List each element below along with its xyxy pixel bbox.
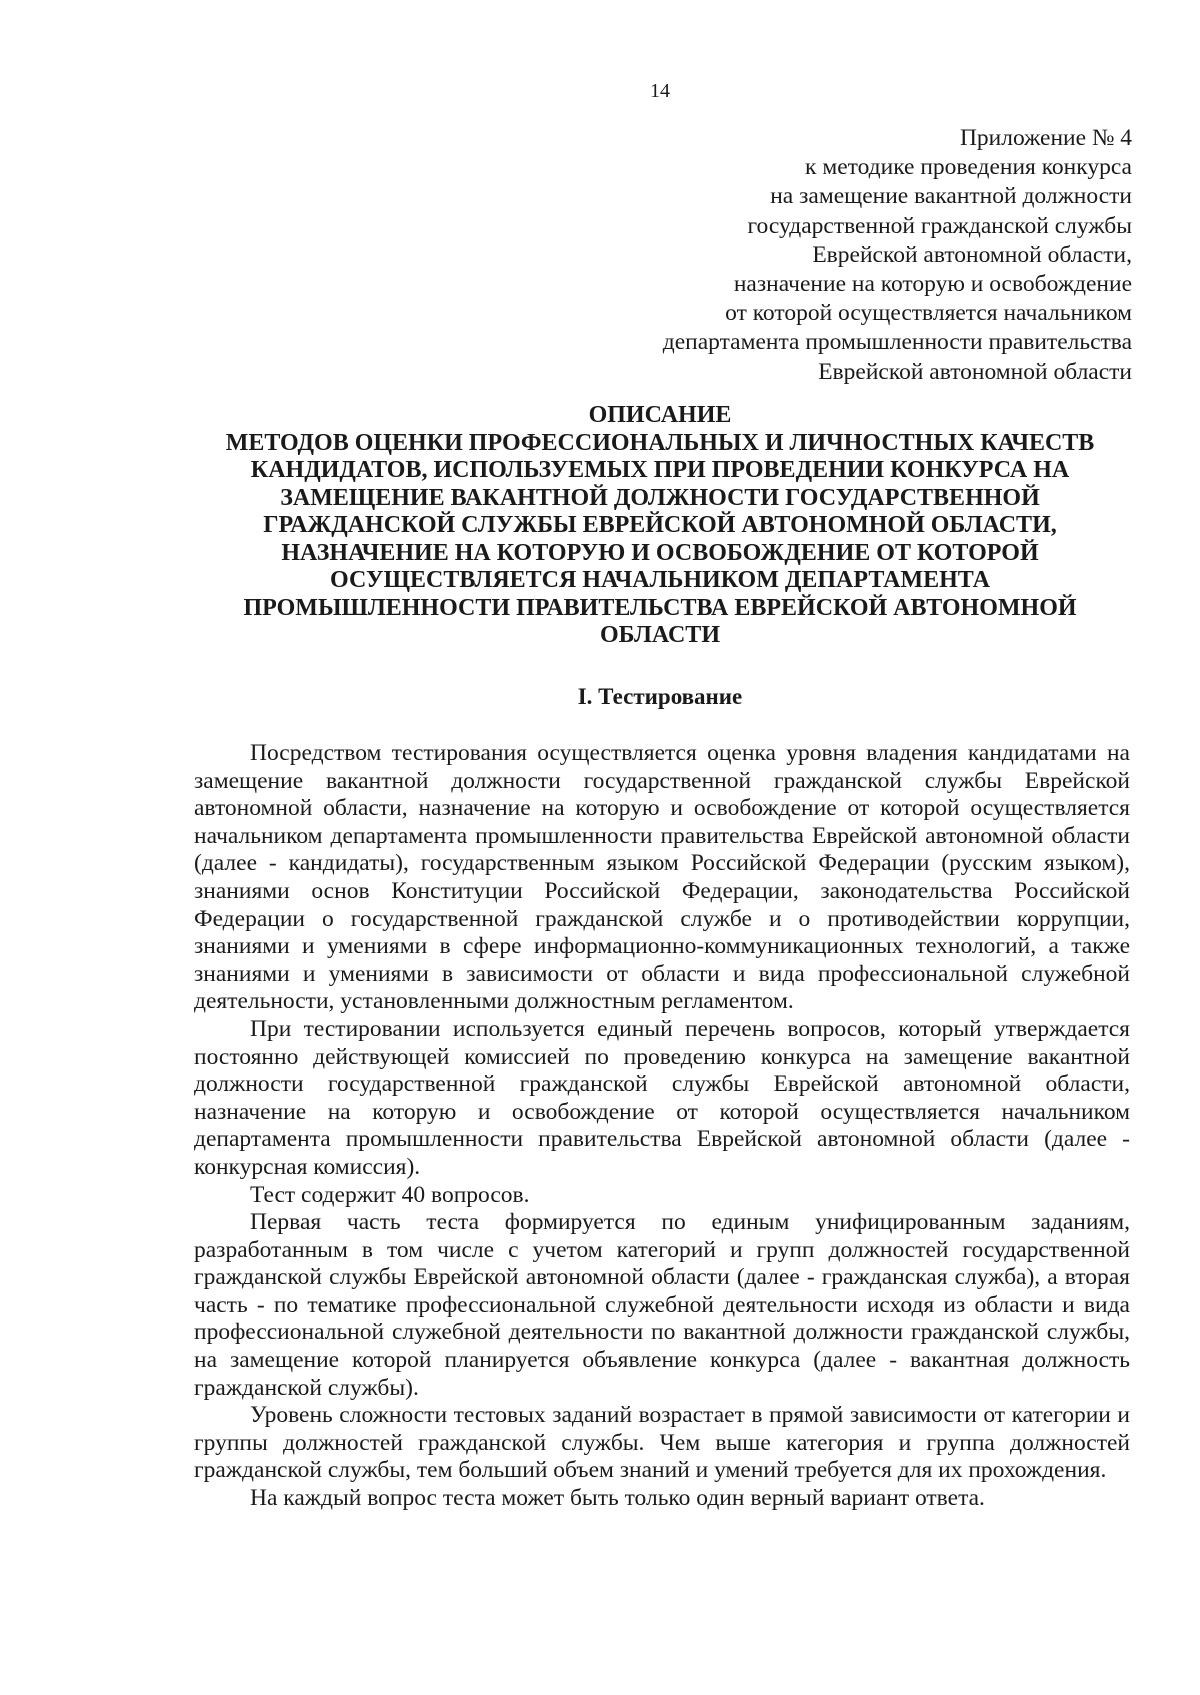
title-line: ГРАЖДАНСКОЙ СЛУЖБЫ ЕВРЕЙСКОЙ АВТОНОМНОЙ ОБЛАСТИ, [263,512,1057,538]
body-paragraph: На каждый вопрос теста может быть только один верный вариант ответа. [250,1485,985,1512]
appendix-line: Еврейской автономной области, [812,241,1132,268]
body-paragraph: Посредством тестирования осуществляется оценка уровня владения кандидатами на замещение вакантной должности государственной гражданской службы Еврейской автономной области, назначение на которую и освобождение от которой осуществляется начальником департамента промышленности правительства Еврейской автономной области (далее - кандидаты), государственным языком Российской Федерации (русским языком), знаниями основ Конституции Российской Федерации, законодательства Российской Федерации о государственной гражданской службе и о противодействии коррупции, знаниями и умениями в сфере информационно-коммуникационных технологий, а также знаниями и умениями в зависимости от области и вида профессиональной служебной деятельности, установленными должностным регламентом. [194,740,1130,1015]
page-number: 14 [650,80,670,102]
title-line: ЗАМЕЩЕНИЕ ВАКАНТНОЙ ДОЛЖНОСТИ ГОСУДАРСТВЕННОЙ [280,484,1040,511]
title-line: ПРОМЫШЛЕННОСТИ ПРАВИТЕЛЬСТВА ЕВРЕЙСКОЙ АВТОНОМНОЙ [243,594,1077,621]
title-line: ОСУЩЕСТВЛЯЕТСЯ НАЧАЛЬНИКОМ ДЕПАРТАМЕНТА [330,567,990,593]
appendix-header [572,124,1132,387]
appendix-line: департамента промышленности правительства [662,329,1132,356]
appendix-line: Еврейской автономной области [818,358,1132,385]
appendix-line: на замещение вакантной должности [770,183,1132,210]
appendix-line: к методике проведения конкурса [805,154,1132,181]
title-line: МЕТОДОВ ОЦЕНКИ ПРОФЕССИОНАЛЬНЫХ И ЛИЧНОСТНЫХ КАЧЕСТВ [225,429,1095,456]
appendix-line: от которой осуществляется начальником [725,300,1132,327]
section-heading: I. Тестирование [577,684,743,709]
body-paragraph: Первая часть теста формируется по единым унифицированным заданиям, разработанным в том числе с учетом категорий и групп должностей государственной гражданской службы Еврейской автономной области (далее - гражданская служба), а вторая часть - по тематике профессиональной служебной деятельности исходя из области и вида профессиональной служебной деятельности по вакантной должности гражданской службы, на замещение которой планируется объявление конкурса (далее - вакантная должность гражданской службы). [194,1209,1130,1401]
title-line: ОПИСАНИЕ [588,402,732,428]
body-paragraph: При тестировании используется единый перечень вопросов, который утверждается постоянно действующей комиссией по проведению конкурса на замещение вакантной должности государственной гражданской службы Еврейской автономной области, назначение на которую и освобождение от которой осуществляется начальником департамента промышленности правительства Еврейской автономной области (далее - конкурсная комиссия). [194,1015,1130,1180]
body-paragraph: Тест содержит 40 вопросов. [250,1181,530,1208]
title-line: НАЗНАЧЕНИЕ НА КОТОРУЮ И ОСВОБОЖДЕНИЕ ОТ КОТОРОЙ [281,539,1039,566]
document-title [190,402,1130,650]
appendix-line: назначение на которую и освобождение [733,271,1132,298]
appendix-line: государственной гражданской службы [747,212,1132,239]
section-body [194,740,1130,1513]
appendix-line: Приложение № 4 [959,125,1132,151]
title-line: ОБЛАСТИ [600,622,720,648]
body-paragraph: Уровень сложности тестовых заданий возрастает в прямой зависимости от категории и группы должностей гражданской службы. Чем выше категория и группа должностей гражданской службы, тем больший объем знаний и умений требуется для их прохождения. [194,1402,1130,1484]
title-line: КАНДИДАТОВ, ИСПОЛЬЗУЕМЫХ ПРИ ПРОВЕДЕНИИ КОНКУРСА НА [250,457,1070,483]
